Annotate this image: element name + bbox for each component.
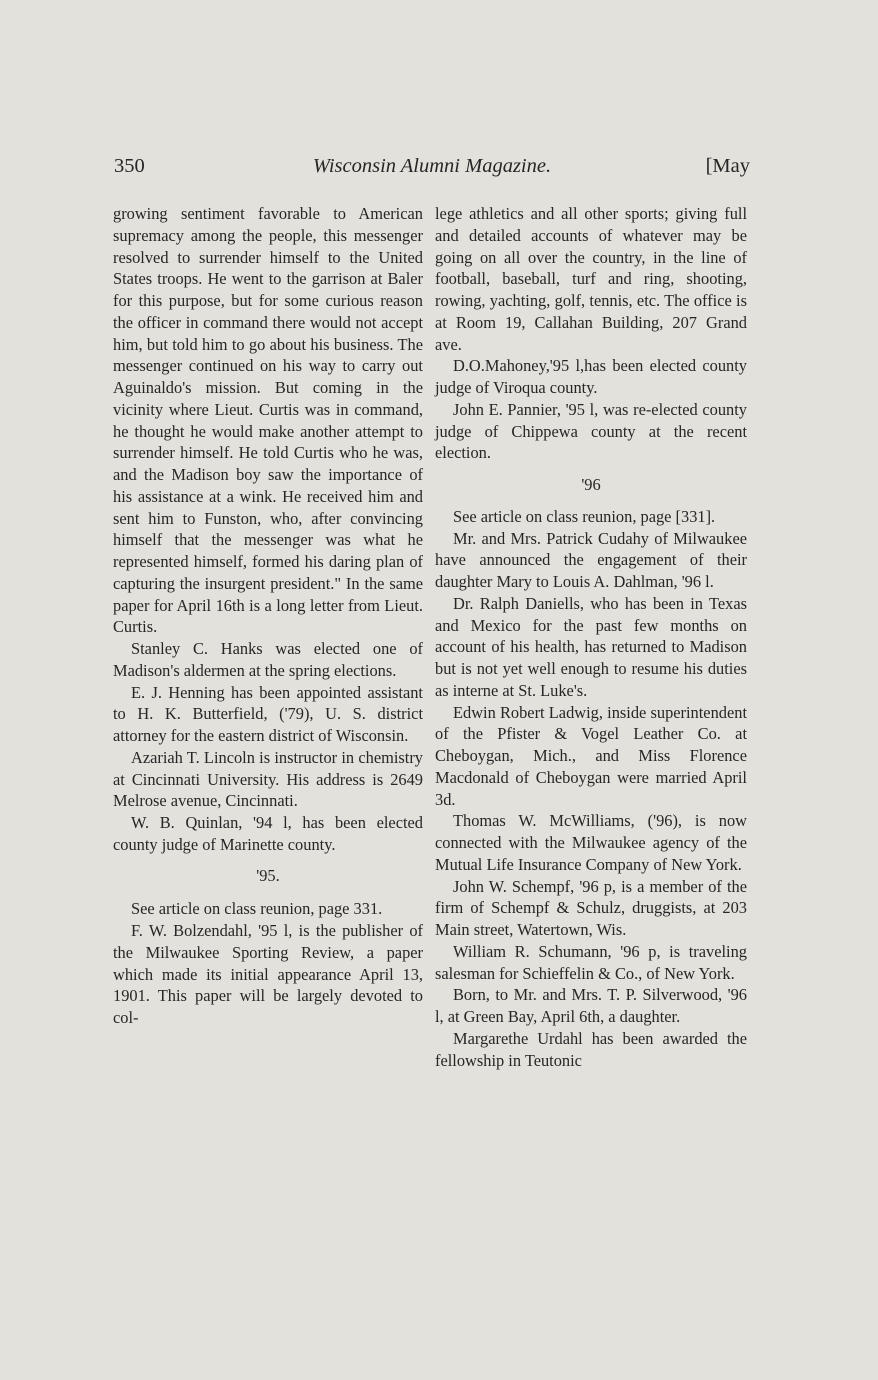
paragraph-hanks: Stanley C. Hanks was elected one of Madison's aldermen at the spring elections.	[113, 639, 423, 680]
paragraph-henning: E. J. Henning has been appointed assistant to H. K. Butterfield, ('79), U. S. district attorney for the eastern district of Wisconsin.	[113, 682, 423, 745]
paragraph-mahoney: D.O.Mahoney,'95 l,has been elected county judge of Viroqua county.	[435, 356, 747, 397]
paragraph-pannier: John E. Pannier, '95 l, was re-elected county judge of Chippewa county at the recent election.	[435, 399, 747, 463]
class-heading-95: '95.	[256, 865, 280, 885]
page-header	[114, 155, 750, 185]
paragraph-ladwig: Edwin Robert Ladwig, inside superintendent of the Pfister & Vogel Leather Co. at Cheboygan, Mich., and Miss Florence Macdonald of Cheboygan were married April 3d.	[435, 702, 747, 809]
paragraph-mcwilliams: Thomas W. McWilliams, ('96), is now connected with the Milwaukee agency of the Mutual Life Insurance Company of New York.	[435, 811, 747, 874]
paragraph-bolzendahl: F. W. Bolzendahl, '95 l, is the publisher of the Milwaukee Sporting Review, a paper which made its initial appearance April 13, 1901. This paper will be largely devoted to col-	[113, 921, 423, 1027]
class-heading-96: '96	[581, 475, 601, 494]
paragraph-quinlan: W. B. Quinlan, '94 l, has been elected county judge of Marinette county.	[113, 813, 423, 854]
page-number: 350	[114, 155, 145, 177]
paragraph-cudahy: Mr. and Mrs. Patrick Cudahy of Milwaukee have announced the engagement of their daughter Mary to Louis A. Dahlman, '96 l.	[435, 528, 747, 591]
paragraph-reunion-95: See article on class reunion, page 331.	[131, 899, 383, 919]
paragraph-schumann: William R. Schumann, '96 p, is traveling salesman for Schieffelin & Co., of New York.	[435, 941, 747, 983]
paragraph-reunion-96: See article on class reunion, page [331].	[453, 506, 716, 526]
paragraph-lincoln: Azariah T. Lincoln is instructor in chemistry at Cincinnati University. His address is 2649 Melrose avenue, Cincinnati.	[113, 747, 423, 811]
paragraph-silverwood: Born, to Mr. and Mrs. T. P. Silverwood, '96 l, at Green Bay, April 6th, a daughter.	[435, 985, 747, 1026]
paragraph-urdahl: Margarethe Urdahl has been awarded the fellowship in Teutonic	[435, 1028, 747, 1070]
running-title: Wisconsin Alumni Magazine.	[312, 155, 552, 177]
paragraph-daniells: Dr. Ralph Daniells, who has been in Texas and Mexico for the past few months on account of his health, has returned to Madison but is not yet well enough to resume his duties as interne at St. Luke's.	[435, 593, 747, 700]
running-month: [May	[705, 155, 750, 177]
right-column	[435, 203, 747, 1071]
paragraph-continued: growing sentiment favorable to American supremacy among the people, this messenger resolved to surrender himself to the United States troops. He went to the garrison at Baler for this purpose, but for some curious reason the officer in command there would not accept him, but told him to go about his business. The messenger continued on his way to carry out Aguinaldo's mission. But coming in the vicinity where Lieut. Curtis was in command, he thought he would make another attempt to surrender himself. He told Curtis who he was, and the Madison boy saw the importance of his assistance at a wink. He received him and sent him to Funston, who, after convincing himself that the messenger was what he represented himself, formed his daring plan of capturing the insurgent president." In the same paper for April 16th is a long letter from Lieut. Curtis.	[113, 204, 423, 637]
paragraph-schempf: John W. Schempf, '96 p, is a member of the firm of Schempf & Schulz, druggists, at 203 Main street, Watertown, Wis.	[435, 876, 747, 939]
left-column	[113, 203, 423, 1029]
paragraph-continued-right: lege athletics and all other sports; giving full and detailed accounts of whatever may be going on all over the country, in the line of football, baseball, turf and ring, shooting, rowing, yachting, golf, tennis, etc. The office is at Room 19, Callahan Building, 207 Grand ave.	[435, 204, 747, 354]
